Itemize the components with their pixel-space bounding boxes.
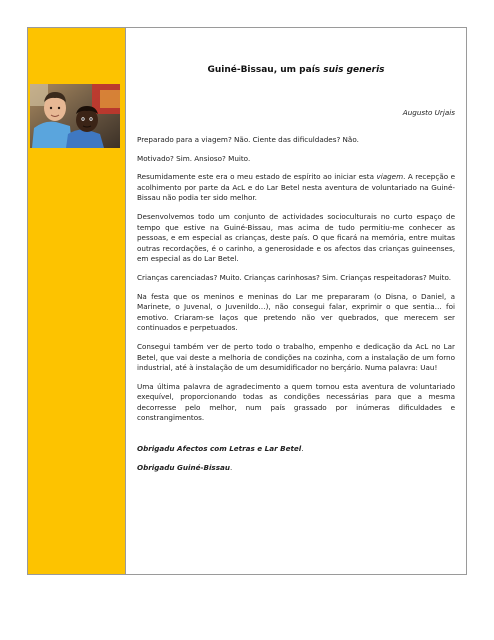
paragraph-6: Na festa que os meninos e meninas do Lar me prepararam (o Disna, o Daniel, a Marinete, o Juvenal, o Juvenildo…), não consegui falar, exprimir o que sentia… foi emotivo. Criaram-se laços que pretendo não ver quebrados, que merecem ser continuados e perpetuados. <box>137 291 455 333</box>
photo-image <box>30 84 120 148</box>
paragraph-4: Desenvolvemos todo um conjunto de actividades socioculturais no curto espaço de tempo que estive na Guiné-Bissau, mas acima de tudo permitiu-me conhecer as pessoas, e em especial as crianças, deste país. O que ficará na memória, entre muitas outras recordações, é o carinho, a generosidade e os afectos das crianças guineenses, em especial as do Lar Betel. <box>137 211 455 264</box>
paragraph-5: Crianças carenciadas? Muito. Crianças carinhosas? Sim. Crianças respeitadoras? Muito. <box>137 272 452 282</box>
closing-line-2 <box>137 463 455 474</box>
paragraph-1: Preparado para a viagem? Não. Ciente das dificuldades? Não. <box>137 135 359 144</box>
article-body <box>137 135 455 473</box>
closing-line-1 <box>137 444 455 455</box>
title-italic-text: suis generis <box>323 65 385 75</box>
closing-line-2-text: Obrigadu Guiné-Bissau <box>137 462 230 472</box>
article-content <box>137 64 455 481</box>
page-frame <box>27 27 467 575</box>
paragraph-2: Motivado? Sim. Ansioso? Muito. <box>137 153 251 163</box>
paragraph-7: Consegui também ver de perto todo o trabalho, empenho e dedicação da AcL no Lar Betel, que vai deste a melhoria de condições na cozinha, com a instalação de um forno industrial, até à instalação de um desumidificador no berçário. Numa palavra: Uau! <box>137 341 455 373</box>
sidebar-divider <box>125 28 126 574</box>
paragraph-3-before: Resumidamente este era o meu estado de espírito ao iniciar esta <box>137 172 377 182</box>
closing-gap <box>137 432 455 444</box>
closing-line-1-period: . <box>301 444 304 454</box>
closing-line-2-period: . <box>229 462 233 472</box>
article-author: Augusto Urjais <box>402 108 455 117</box>
paragraph-3-after: . A recepção e acolhimento por parte da AcL e do Lar Betel nesta aventura de voluntariado na Guiné-Bissau não podia ter sido melhor. <box>137 172 455 203</box>
paragraph-3-italic: viagem <box>376 172 404 182</box>
title-main-text: Guiné-Bissau, um país <box>207 65 324 75</box>
paragraph-8: Uma última palavra de agradecimento a quem tornou esta aventura de voluntariado exequível, proporcionando todas as condições necessárias para que a mesma decorresse pelo melhor, num país grassado por inúmeras dificuldades e constrangimentos. <box>137 381 455 423</box>
article-title <box>137 64 455 76</box>
closing-line-1-text: Obrigadu Afectos com Letras e Lar Betel <box>137 444 302 454</box>
paragraph-3 <box>137 172 455 204</box>
article-photo <box>30 84 120 148</box>
